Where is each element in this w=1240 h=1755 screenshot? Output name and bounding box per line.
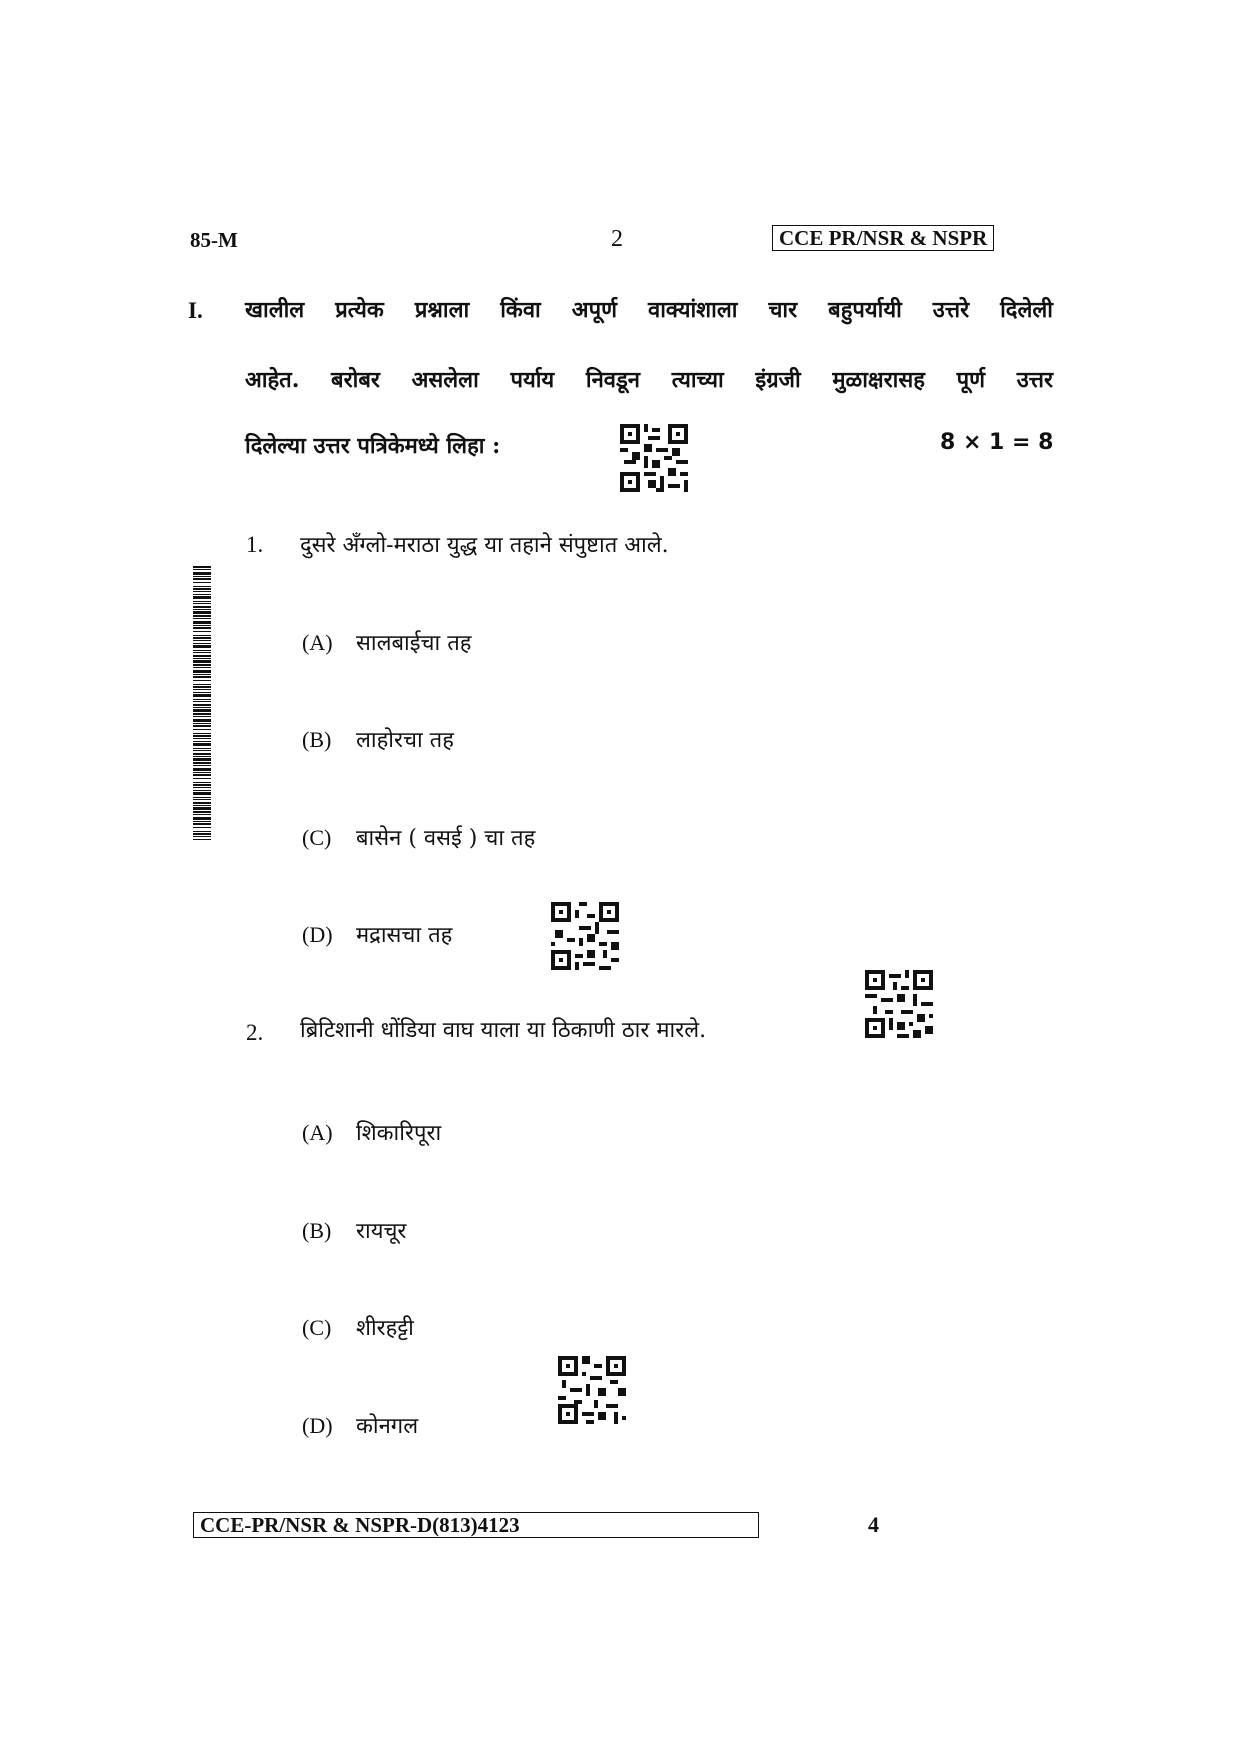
qr-code-icon (620, 424, 688, 492)
footer-code-box: CCE-PR/NSR & NSPR-D(813)4123 (193, 1512, 759, 1538)
q1-option-b-text: लाहोरचा तह (356, 728, 454, 753)
qr-code-icon (558, 1356, 626, 1424)
question-1-text: दुसरे अँग्लो-मराठा युद्ध या तहाने संपुष्टात आले. (300, 533, 669, 558)
marks-total: 8 × 1 = 8 (940, 430, 1054, 455)
qr-code-icon (865, 970, 933, 1038)
q2-option-d-text: कोनगल (356, 1414, 419, 1439)
question-2-text: ब्रिटिशानी धोंडिया वाघ याला या ठिकाणी ठार मारले. (300, 1018, 707, 1043)
qr-code-icon (551, 902, 619, 970)
q1-option-c-label: (C) (302, 825, 332, 850)
q2-option-d-label: (D) (302, 1413, 333, 1438)
q1-option-a-label: (A) (302, 630, 333, 655)
q1-option-a-text: सालबाईचा तह (356, 631, 472, 656)
q1-option-d-text: मद्रासचा तह (356, 923, 453, 948)
footer-page-number: 4 (868, 1512, 879, 1537)
barcode-icon (193, 566, 211, 840)
q2-option-a-text: शिकारिपूरा (356, 1121, 442, 1146)
section-number: I. (188, 298, 203, 323)
q2-option-b-text: रायचूर (356, 1219, 407, 1244)
question-2-number: 2. (246, 1020, 264, 1045)
paper-code: 85-M (190, 228, 238, 252)
q1-option-b-label: (B) (302, 727, 332, 752)
instruction-line-2: आहेत. बरोबर असलेला पर्याय निवडून त्याच्या इंग्रजी मुळाक्षरासह पूर्ण उत्तर (245, 367, 1053, 393)
q1-option-c-text: बासेन ( वसई ) चा तह (356, 826, 536, 851)
q2-option-b-label: (B) (302, 1218, 332, 1243)
instruction-line-3: दिलेल्या उत्तर पत्रिकेमध्ये लिहा : (245, 433, 501, 459)
q1-option-d-label: (D) (302, 922, 333, 947)
instruction-line-1: खालील प्रत्येक प्रश्नाला किंवा अपूर्ण वाक्यांशाला चार बहुपर्यायी उत्तरे दिलेली (245, 297, 1053, 323)
q2-option-c-text: शीरहट्टी (356, 1316, 414, 1341)
page-number: 2 (611, 226, 623, 252)
exam-code-box: CCE PR/NSR & NSPR (772, 225, 994, 251)
question-1-number: 1. (246, 532, 264, 557)
q2-option-c-label: (C) (302, 1315, 332, 1340)
q2-option-a-label: (A) (302, 1120, 333, 1145)
